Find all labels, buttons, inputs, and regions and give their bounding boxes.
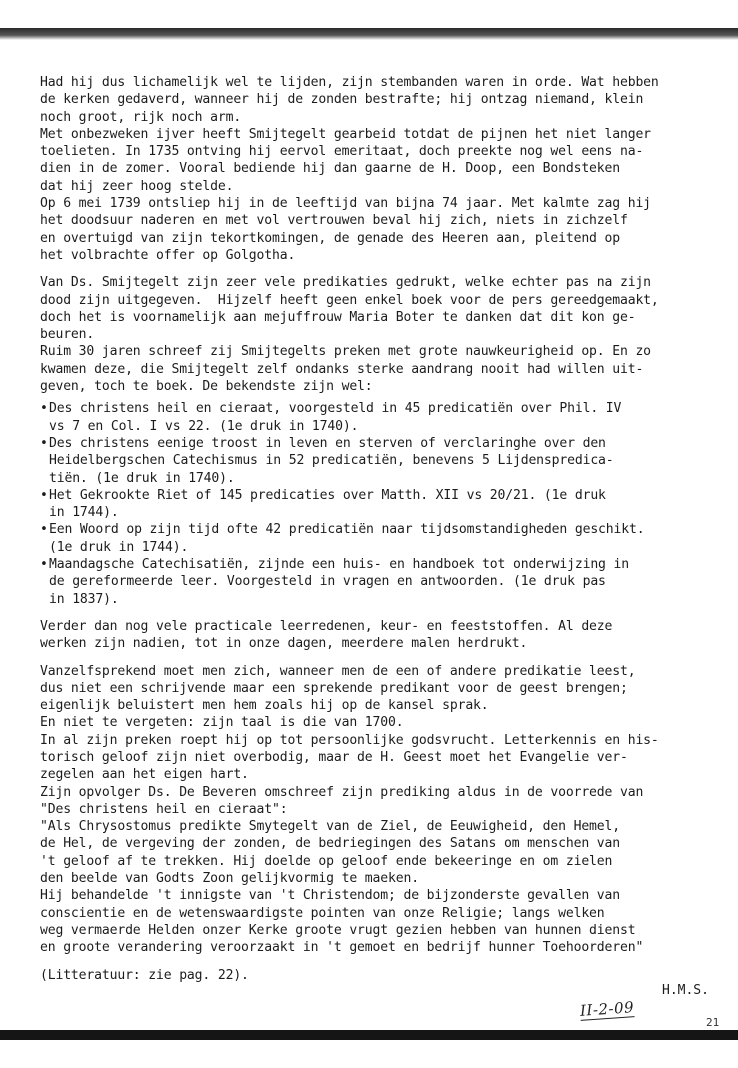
text-line: eigenlijk beluistert men hem zoals hij op de kansel sprak. — [40, 698, 489, 714]
quote-line: 't geloof af te trekken. Hij doelde op geloof ende bekeeringe en om zielen — [40, 853, 613, 869]
text-line: de kerken gedaverd, wanneer hij de zonden bestrafte; hij ontzag niemand, klein — [40, 92, 644, 108]
quote-line: en groote verandering veroorzaakt in 't gemoet en bedrijf hunner Toehoorderen" — [40, 940, 644, 956]
scan-top-edge — [0, 28, 738, 40]
text-line: Had hij dus lichamelijk wel te lijden, zijn stembanden waren in orde. Wat hebben — [40, 75, 659, 90]
text-line: In al zijn preken roept hij op tot persoonlijke godsvrucht. Letterkennis en his- — [40, 732, 659, 748]
text-line: het volbrachte offer op Golgotha. — [40, 247, 296, 263]
text-line: En niet te vergeten: zijn taal is die van 1700. — [40, 715, 404, 731]
text-line: Met onbezweken ijver heeft Smijtegelt gearbeid totdat de pijnen het niet langer — [40, 126, 651, 142]
list-item: •Des christens eenige troost in leven en sterven of verclaringhe over den Heidelbergschen Catechismus in 52 predicatiën, benevens 5 Lijdenspredica- tiën. (1e druk in 1740). — [40, 435, 614, 486]
quote-line: den beelde van Godts Zoon gelijkvormig te maeken. — [40, 871, 419, 887]
text-line: Zijn opvolger Ds. De Beveren omschreef zijn prediking aldus in de voorrede van — [40, 784, 644, 800]
bullet-icon: • — [40, 557, 48, 573]
text-line: Van Ds. Smijtegelt zijn zeer vele predikaties gedrukt, welke echter pas na zijn — [40, 275, 651, 291]
list-item: •Maandagsche Catechisatiën, zijnde een huis- en handboek tot onderwijzing in de gereformeerde leer. Voorgesteld in vragen en antwoorden. (1e druk pas in 1837). — [40, 557, 629, 607]
paragraph-3 — [40, 618, 730, 653]
text-line: kwamen deze, die Smijtegelt zelf ondanks sterke aandrang nooit had willen uit- — [40, 361, 644, 377]
quote-line: de Hel, de vergeving der zonden, de bedriegingen des Satans om menschen van — [40, 836, 620, 852]
text-line: zegelen aan het eigen hart. — [40, 767, 249, 783]
paragraph-2 — [40, 274, 730, 395]
text-line: het doodsuur naderen en met vol vertrouwen beval hij zich, niets in zichzelf — [40, 213, 628, 229]
text-line: dus niet een schrijvende maar een sprekende predikant voor de geest brengen; — [40, 680, 628, 696]
text-line: dien in de zomer. Vooral bediende hij dan gaarne de H. Doop, een Bondsteken — [40, 161, 620, 177]
page-number: 21 — [706, 1016, 720, 1029]
bullet-icon: • — [40, 435, 48, 451]
quote-line: "Als Chrysostomus predikte Smytegelt van de Ziel, de Eeuwigheid, den Hemel, — [40, 819, 620, 835]
list-item: •Des christens heil en cieraat, voorgesteld in 45 predicatiën over Phil. IV vs 7 en Col. I vs 22. (1e druk in 1740). — [40, 401, 622, 434]
bullet-icon: • — [40, 487, 48, 503]
list-item: •Het Gekrookte Riet of 145 predicaties over Matth. XII vs 20/21. (1e druk in 1744). — [40, 487, 606, 521]
text-line: toelieten. In 1735 ontving hij eervol emeritaat, doch preekte nog wel eens na- — [40, 144, 644, 160]
text-line: dood zijn uitgegeven. Hijzelf heeft geen enkel boek voor de pers gereedgemaakt, — [40, 292, 659, 308]
text-line: Verder dan nog vele practicale leerredenen, keur- en feeststoffen. Al deze — [40, 618, 613, 634]
text-line: "Des christens heil en cieraat": — [40, 801, 288, 817]
text-line: en overtuigd van zijn tekortkomingen, de genade des Heeren aan, pleitend op — [40, 230, 620, 246]
paragraph-4 — [40, 663, 730, 957]
quote-line: Hij behandelde 't innigste van 't Christendom; de bijzonderste gevallen van — [40, 888, 620, 904]
literature-reference — [40, 967, 730, 984]
text-line: dat hij zeer hoog stelde. — [40, 178, 234, 194]
document-page — [40, 74, 730, 984]
bullet-icon: • — [40, 401, 48, 417]
text-line: torisch geloof zijn niet overbodig, maar de H. Geest moet het Evangelie ver- — [40, 749, 628, 765]
text-line: (Litteratuur: zie pag. 22). — [40, 967, 249, 983]
scan-bottom-edge — [0, 1030, 738, 1040]
text-line: Ruim 30 jaren schreef zij Smijtegelts preken met grote nauwkeurigheid op. En zo — [40, 344, 651, 360]
quote-line: weg vermaerde Helden onzer Kerke groote vrugt gezien hebben van hunnen dienst — [40, 922, 636, 938]
paragraph-1 — [40, 74, 730, 264]
signature-initials: H.M.S. — [662, 983, 709, 998]
list-item: •Een Woord op zijn tijd ofte 42 predicatiën naar tijdsomstandigheden geschikt. (1e druk in 1744). — [40, 522, 645, 555]
text-line: noch groot, rijk noch arm. — [40, 109, 242, 125]
text-line: beuren. — [40, 327, 95, 343]
text-line: doch het is voornamelijk aan mejuffrouw Maria Boter te danken dat dit kon ge- — [40, 309, 636, 325]
text-line: werken zijn nadien, tot in onze dagen, meerdere malen herdrukt. — [40, 636, 528, 652]
bullet-icon: • — [40, 522, 48, 538]
quote-line: conscientie en de wetenswaardigste pointen van onze Religie; langs welken — [40, 905, 605, 921]
publication-list — [40, 400, 730, 608]
text-line: Op 6 mei 1739 ontsliep hij in de leeftijd van bijna 74 jaar. Met kalmte zag hij — [40, 196, 651, 212]
handwritten-date: II-2-09 — [579, 998, 635, 1020]
text-line: Vanzelfsprekend moet men zich, wanneer men de een of andere predikatie leest, — [40, 663, 636, 679]
text-line: geven, toch te boek. De bekendste zijn wel: — [40, 379, 373, 395]
